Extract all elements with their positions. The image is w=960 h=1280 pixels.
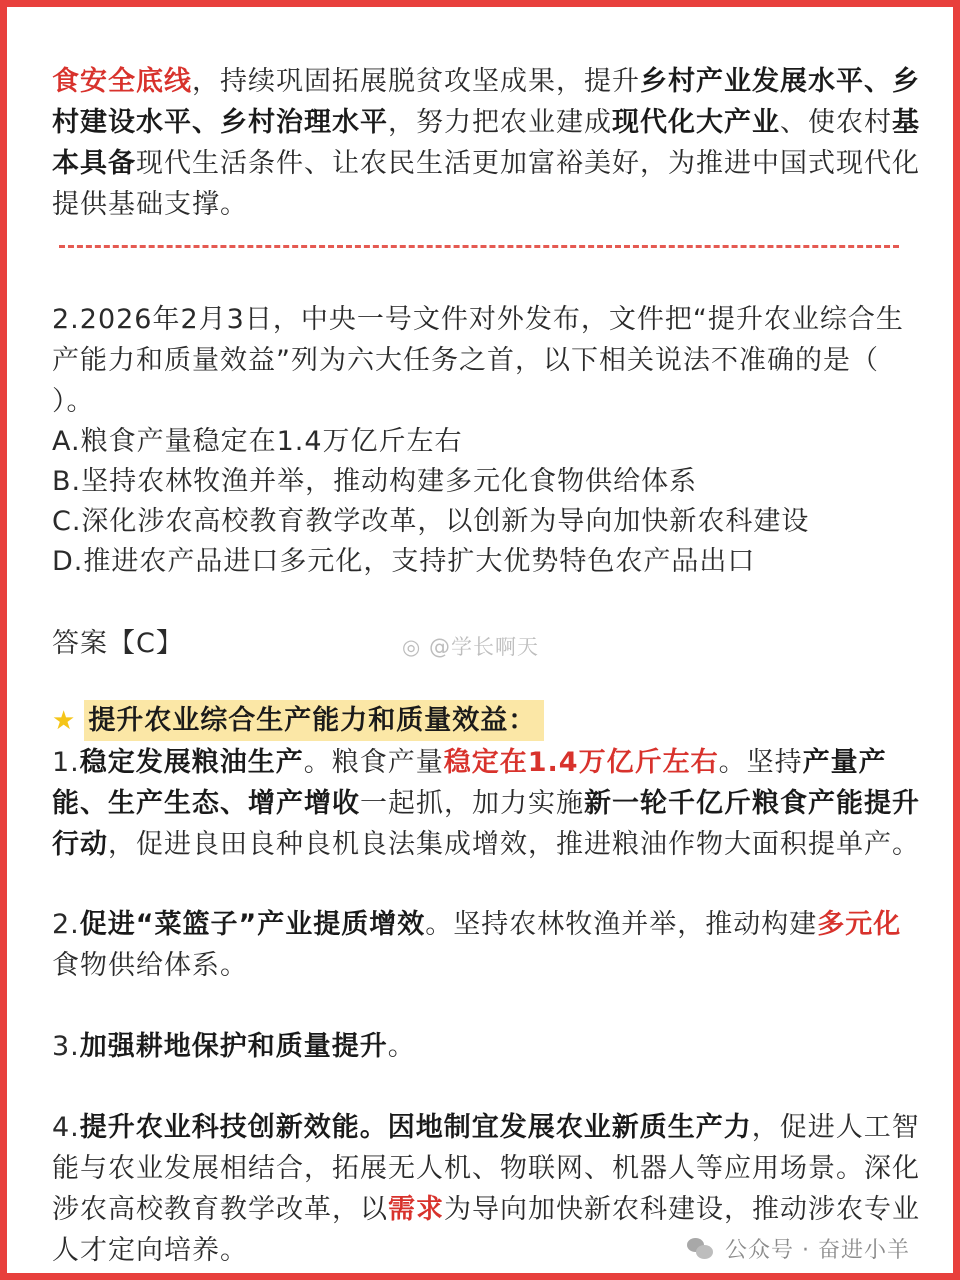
point-3-number: 3. [52, 1031, 80, 1062]
point-2-text-1: 。坚持农林牧渔并举，推动构建 [425, 909, 818, 940]
point-1-bold-2: 产量产能、生产生态、增产增收 [52, 747, 887, 819]
point-2-text-2: 食物供给体系。 [52, 950, 248, 981]
intro-text-4: 现代生活条件、让农民生活更加富裕美好，为推进中国式现代化提供基础支撑。 [52, 148, 920, 220]
option-c: C.深化涉农高校教育教学改革，以创新为导向加快新农科建设 [52, 506, 810, 537]
dashed-divider [59, 245, 899, 248]
point-3-bold-1: 加强耕地保护和质量提升 [79, 1031, 388, 1062]
intro-bold-3: 基本具备 [52, 107, 920, 179]
intro-red-phrase: 食安全底线 [52, 66, 192, 97]
point-2-red: 多元化 [817, 909, 902, 940]
point-1 [52, 742, 922, 865]
weibo-icon: ◎ [402, 635, 422, 659]
intro-text-1: ，持续巩固拓展脱贫攻坚成果，提升 [192, 66, 640, 97]
intro-text-2: ，努力把农业建成 [388, 107, 612, 138]
point-4-number: 4. [52, 1112, 80, 1143]
intro-text-3: 、使农村 [780, 107, 892, 138]
point-4-bold-1: 提升农业科技创新效能。因地制宜发展农业新质生产力 [79, 1112, 752, 1143]
point-4-text-2: 为导向加快新农科建设，推动涉农专业人才定向培养。 [52, 1194, 920, 1266]
point-1-text-2: 。坚持 [718, 747, 803, 778]
answer-line: 答案【C】 [52, 628, 184, 659]
point-3 [52, 1026, 922, 1067]
option-d: D.推进农产品进口多元化，支持扩大优势特色农产品出口 [52, 546, 756, 577]
wechat-watermark [687, 1233, 910, 1264]
point-1-text-1: 。粮食产量 [303, 747, 444, 778]
weibo-watermark [402, 631, 539, 661]
option-a: A.粮食产量稳定在1.4万亿斤左右 [52, 426, 463, 457]
wechat-icon [687, 1238, 715, 1260]
intro-bold-2: 现代化大产业 [612, 107, 780, 138]
option-b: B.坚持农林牧渔并举，推动构建多元化食物供给体系 [52, 466, 698, 497]
document-page [7, 7, 953, 1273]
point-1-text-3: 一起抓，加力实施 [360, 788, 584, 819]
wechat-watermark-text: 公众号 · 奋进小羊 [725, 1238, 910, 1263]
point-2-number: 2. [52, 909, 80, 940]
point-4-red: 需求 [388, 1194, 444, 1225]
question-text: 2.2026年2月3日，中央一号文件对外发布，文件把“提升农业综合生产能力和质量效益”列为六大任务之首，以下相关说法不准确的是（ ）。 [52, 304, 904, 417]
point-1-number: 1. [52, 747, 80, 778]
weibo-watermark-text: @学长啊天 [429, 635, 540, 659]
section-title [52, 700, 922, 742]
star-icon: ★ [52, 706, 77, 736]
section-title-text: 提升农业综合生产能力和质量效益： [84, 700, 544, 741]
intro-bold-1: 乡村产业发展水平、乡村建设水平、乡村治理水平 [52, 66, 920, 138]
point-4-text-1: ，促进人工智能与农业发展相结合，拓展无人机、物联网、机器人等应用场景。深化涉农高校教育教学改革，以 [52, 1112, 920, 1225]
point-1-red: 稳定在1.4万亿斤左右 [443, 747, 719, 778]
point-1-bold-3: 新一轮千亿斤粮食产能提升行动 [52, 788, 920, 860]
point-3-text-1: 。 [387, 1031, 416, 1062]
point-2 [52, 904, 922, 986]
point-2-bold-1: 促进“菜篮子”产业提质增效 [79, 909, 426, 940]
point-1-text-4: ，促进良田良种良机良法集成增效，推进粮油作物大面积提单产。 [108, 829, 920, 860]
point-1-bold-1: 稳定发展粮油生产 [79, 747, 304, 778]
intro-paragraph [52, 61, 922, 225]
